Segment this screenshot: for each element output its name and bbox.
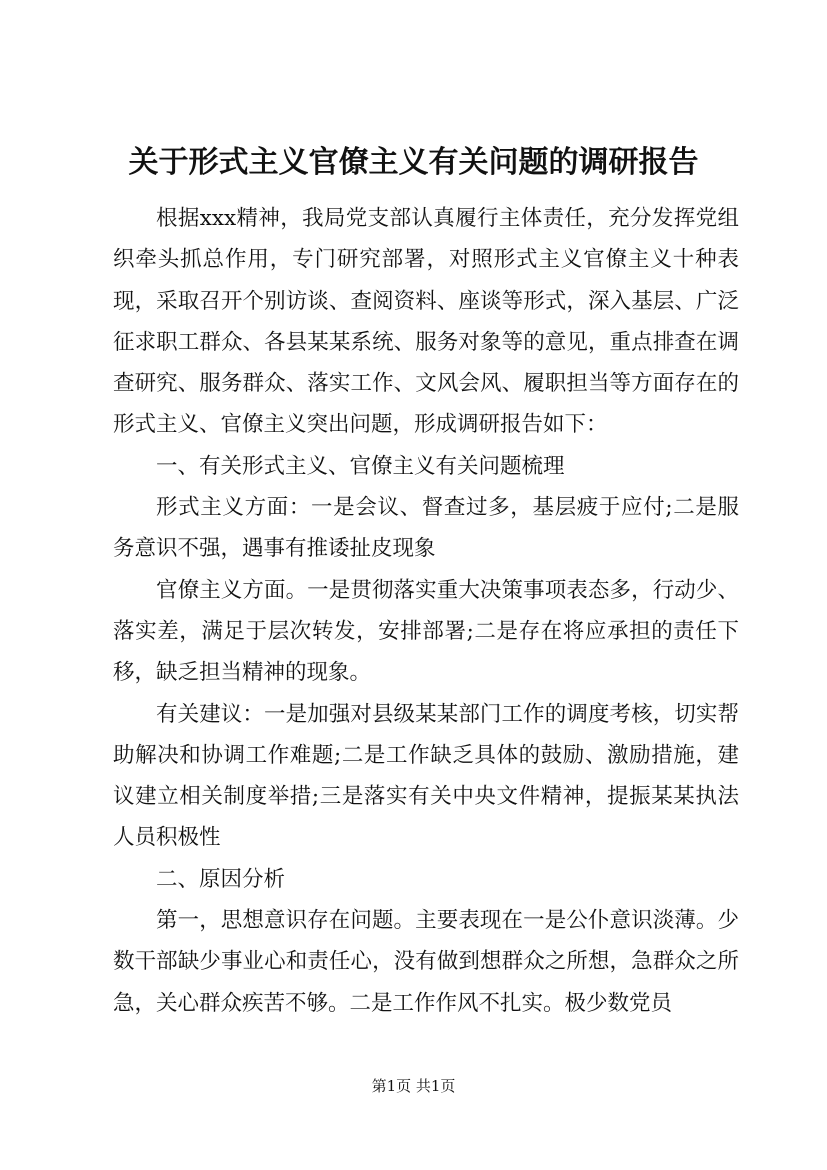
document-body [113,198,739,1024]
paragraph-intro: 根据xxx精神，我局党支部认真履行主体责任，充分发挥党组织牵头抓总作用，专门研究部署，对照形式主义官僚主义十种表现，采取召开个别访谈、查阅资料、座谈等形式，深入基层、广泛征求职工群众、各县某某系统、服务对象等的意见，重点排查在调查研究、服务群众、落实工作、文风会风、履职担当等方面存在的形式主义、官僚主义突出问题，形成调研报告如下： [113,206,739,438]
paragraph-suggestions: 有关建议：一是加强对县级某某部门工作的调度考核，切实帮助解决和协调工作难题;二是工作缺乏具体的鼓励、激励措施，建议建立相关制度举措;三是落实有关中央文件精神，提振某某执法人员积极性 [113,701,739,851]
paragraph-bureaucratism: 官僚主义方面。一是贯彻落实重大决策事项表态多，行动少、落实差，满足于层次转发，安排部署;二是存在将应承担的责任下移，缺乏担当精神的现象。 [113,577,739,686]
section-heading-1: 一、有关形式主义、官僚主义有关问题梳理 [156,453,565,479]
section-heading-2: 二、原因分析 [156,866,286,892]
paragraph-formalism: 形式主义方面：一是会议、督查过多，基层疲于应付;二是服务意识不强，遇事有推诿扯皮现象 [113,495,739,562]
document-title: 关于形式主义官僚主义有关问题的调研报告 [128,145,699,180]
page-footer: 第1页 共1页 [371,1077,456,1095]
paragraph-cause-analysis: 第一，思想意识存在问题。主要表现在一是公仆意识淡薄。少数干部缺少事业心和责任心，没有做到想群众之所想，急群众之所急，关心群众疾苦不够。二是工作作风不扎实。极少数党员 [113,908,739,1016]
